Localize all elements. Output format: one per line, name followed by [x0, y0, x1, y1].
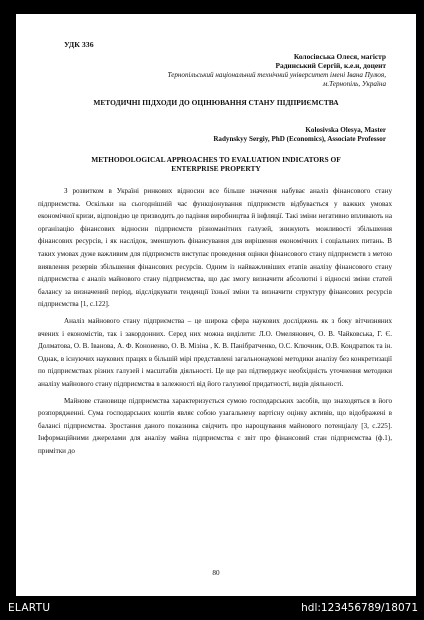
document-page — [16, 14, 416, 596]
udk-code: УДК 336 — [64, 40, 94, 49]
author-line: Радинський Сергій, к.е.н, доцент — [275, 61, 386, 71]
title-line: METHODOLOGICAL APPROACHES TO EVALUATION INDICATORS OF — [91, 155, 341, 164]
handle-identifier[interactable]: hdl:123456789/18071 — [301, 602, 418, 614]
paragraph: Майнове становище підприємства характеризується сумою господарських засобів, що знаходяться в його розпорядженні. Сума господарських коштів являє собою узагальнену вартісну оцінку активів, що відображені в балансі підприємства. Зростання даного показника свідчить про нарощування майнового потенціалу [3, с.225]. Інформаційними джерелами для аналізу майна підприємства є звіт про фінансовий стан підприємства (ф.1), примітки до — [38, 396, 392, 455]
author-line: Radynskyy Sergiy, PhD (Economics), Associate Professor — [213, 135, 386, 144]
title-line: ENTERPRISE PROPERTY — [171, 164, 261, 174]
affiliation-line: Тернопільський національний технічний університет імені Івана Пулюя, — [167, 71, 386, 79]
paragraph: Аналіз майнового стану підприємства – це широка сфера наукових досліджень як з боку вітчизняних вчених і економістів, так і закордонних. Серед них можна виділити: Л.О. Омелянович, О. В. Чайковська, Г. Є. Долматова, О. В. Іванова, А. Ф. Кононенко, О. В. Мізіна , К. В. Панібратченко, О.С. Ключник, О.В. Кондратюк та ін. Однак, в існуючих наукових працях в більшій мірі представлені загальнонаукові методики аналізу без конкретизації по підприємствах різних галузей і масштабів діяльності. Це ще раз підтверджує необхідність уточнення методики аналізу майнового стану підприємства в залежності від його галузевої придатності, видів діяльності. — [38, 316, 392, 388]
viewer-top-bar — [0, 0, 424, 14]
affiliation — [66, 71, 386, 89]
author-line: Колосівська Олеся, магістр — [293, 52, 386, 61]
page-number: 80 — [212, 569, 220, 577]
repository-name: ELARTU — [8, 602, 51, 614]
authors-ukrainian — [275, 52, 386, 70]
article-body — [38, 185, 392, 457]
affiliation-line: м.Тернопіль, Україна — [322, 80, 386, 88]
title-ukrainian — [56, 98, 376, 107]
title-line: МЕТОДИЧНІ ПІДХОДИ ДО ОЦІНЮВАННЯ СТАНУ ПІДПРИЄМСТВА — [93, 98, 339, 107]
repository-footer — [0, 598, 424, 620]
paragraph: З розвитком в Україні ринкових відносин все більше значення набуває аналіз фінансового стану підприємства. Оскільки на сьогоднішній час функціонування підприємств відбувається у важких умовах економічної кризи, відповідно це призводить до падіння виробництва й інфляції. Такі зміни негативно впливають на організацію фінансових відносин підприємств різноманітних галузей, знижують можливості збільшення фінансових ресурсів, і як наслідок, зменшують фінансування для вирішення економічних і соціальних питань. В таких умовах дуже важливим для підприємств виступає проведення оцінки фінансового стану підприємств з метою виявлення резервів збільшення фінансових ресурсів. Одним із найважливіших етапів аналізу фінансового стану підприємства є аналіз майнового стану підприємства, що дає змогу визначити абсолютні і відносні зміни статей балансу за визначений період, відслідкувати тенденції їхньої зміни та визначити структуру фінансових ресурсів підприємства [1, с.122]. — [38, 187, 392, 309]
authors-english — [213, 126, 386, 144]
author-line: Kolosivska Olesya, Master — [305, 126, 386, 134]
title-english — [56, 155, 376, 174]
